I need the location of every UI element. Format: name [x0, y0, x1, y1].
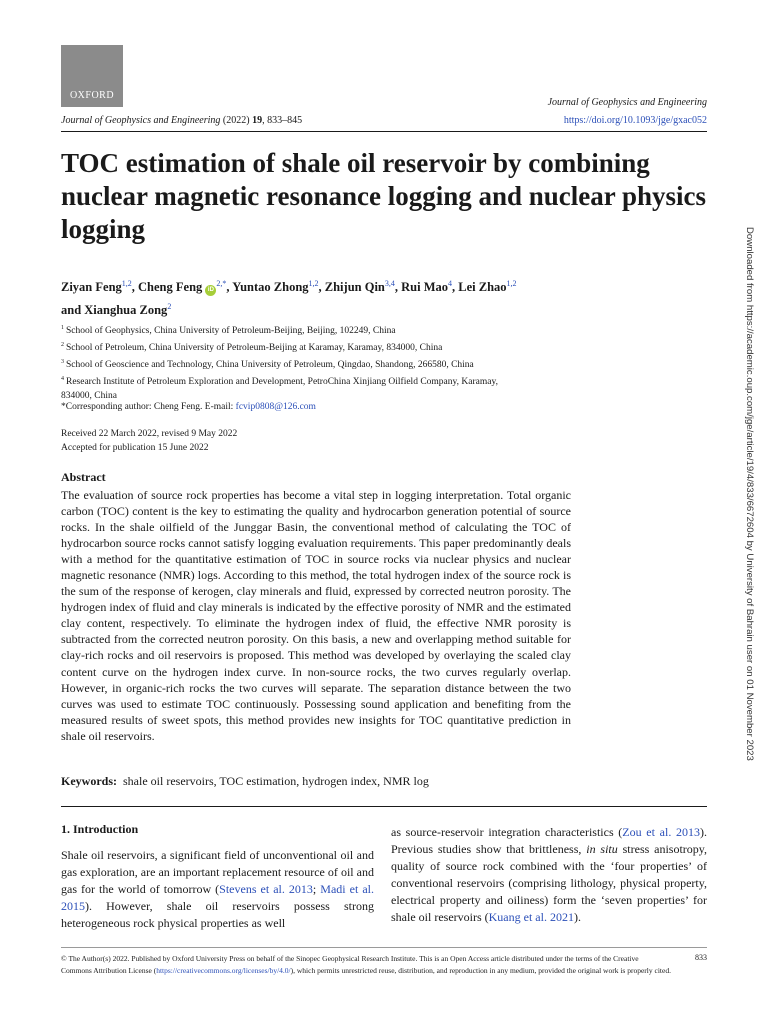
footer-text: © The Author(s) 2022. Published by Oxford University Press on behalf of the Sinopec Geophysical Research Institute. This is an Open Access article distributed under the terms of the Creative Commons Attribution License ( [61, 954, 639, 975]
page-number: 833 [695, 953, 707, 962]
text-run: ). Previous studies show that brittleness, [391, 825, 707, 856]
corresponding-author [61, 402, 316, 412]
footer-divider [61, 947, 707, 948]
affiliation-item [61, 338, 531, 355]
text-run: ; [312, 882, 321, 896]
affiliation-number: 3 [61, 359, 64, 365]
citation-link[interactable]: Zou et al. 2013 [622, 825, 700, 839]
affiliation-text: School of Geoscience and Technology, China University of Petroleum, Qingdao, Shandong, 266580, China [66, 360, 474, 370]
email-link[interactable]: fcvip0808@126.com [235, 402, 316, 412]
orcid-icon[interactable]: iD [205, 285, 216, 296]
affiliations [61, 321, 531, 403]
affiliation-text: School of Petroleum, China University of Petroleum-Beijing at Karamay, Karamay, 834000, China [66, 343, 443, 353]
citation-link[interactable]: Stevens et al. 2013 [219, 882, 313, 896]
author-affiliation[interactable]: 3,4 [384, 279, 395, 288]
download-watermark [745, 227, 759, 795]
license-link[interactable]: https://creativecommons.org/licenses/by/4.0/ [156, 965, 291, 975]
abstract-heading: Abstract [61, 470, 106, 484]
text-run: as source-reservoir integration characteristics ( [391, 825, 623, 839]
citation-volume: 19 [252, 115, 263, 126]
author-name: Rui Mao [401, 280, 448, 294]
author-affiliation[interactable]: 4 [448, 279, 452, 288]
footer-text: ), which permits unrestricted reuse, distribution, and reproduction in any medium, provided the original work is properly cited. [290, 965, 671, 975]
oxford-logo [61, 45, 123, 107]
author-affiliation[interactable]: 2 [167, 302, 172, 311]
author-name: Cheng Feng [138, 280, 203, 294]
section-heading-introduction: 1. Introduction [61, 822, 139, 836]
author-affiliation[interactable]: 1,2 [308, 279, 319, 288]
citation-link[interactable]: Madi et al. 2015 [61, 882, 374, 913]
affiliation-item [61, 321, 531, 338]
affiliation-text: Research Institute of Petroleum Exploration and Development, PetroChina Xinjiang Oilfield Company, Karamay, 834000, China [61, 377, 498, 401]
affiliation-item [61, 355, 531, 372]
article-dates [61, 427, 237, 455]
citation-year: (2022) [222, 115, 250, 126]
author-name: Zhijun Qin [324, 280, 385, 294]
section-divider [61, 806, 707, 807]
affiliation-number: 2 [61, 342, 64, 348]
accepted-date: Accepted for publication 15 June 2022 [61, 443, 209, 453]
affiliation-item [61, 372, 531, 403]
author-name: Lei Zhao [458, 280, 507, 294]
affiliation-number: 1 [61, 325, 64, 331]
citation-journal: Journal of Geophysics and Engineering [61, 115, 221, 126]
author-affiliation[interactable]: 1,2 [121, 279, 132, 288]
license-footer [61, 953, 671, 976]
publisher-logo-text: OXFORD [69, 90, 115, 101]
keywords-text: shale oil reservoirs, TOC estimation, hydrogen index, NMR log [123, 774, 429, 788]
download-watermark-text: Downloaded from https://academic.oup.com/jge/article/19/4/833/6672604 by University of Bahrain user on 01 November 2023 [744, 227, 755, 761]
citation-pages: , 833–845 [262, 115, 303, 126]
author-name: Yuntao Zhong [232, 280, 309, 294]
abstract-text: The evaluation of source rock properties has become a vital step in logging interpretation. Total organic carbon (TOC) content is the key to estimating the quality and hydrocarbon generation potential of source rocks. In the shale oilfield of the Junggar Basin, the conventional method of calculating the TOC of hydrocarbon source rocks cannot satisfy logging evaluation requirements. This paper predominantly deals with a method for the quantitative estimation of TOC in source rocks via nuclear physics and nuclear magnetic resonance (NMR) logs. According to this method, the total hydrogen index of the source rock is the sum of the response of kerogen, clay minerals and fluid, expressed by corrected neutron porosity. The hydrogen index of fluid and clay minerals is indicated by the effective porosity of NMR and the estimated clay content, respectively. To eliminate the hydrogen index of fluid, the effective NMR porosity is subtracted from the corrected neutron porosity. On this basis, a new and overlapping method suitable for clay-rich rocks and oil reservoirs is proposed. This method was developed by overlaying the scaled clay content curve on the hydrogen index curve. In non-source rocks, the two curves regularly overlap. However, in organic-rich rocks the two curves will separate. The separation distance between the two curves was used to estimate TOC continuously. Possessing sound application and benefiting from the measured results of sweet spots, this method provides new insights for TOC quantitative prediction in shale oil reservoirs. [61, 488, 571, 743]
author-joiner: and [61, 303, 82, 317]
keywords [61, 774, 429, 789]
text-run: ). [573, 910, 581, 924]
doi-link[interactable]: https://doi.org/10.1093/jge/gxac052 [563, 115, 707, 126]
text-run: Shale oil reservoirs, a significant field of unconventional oil and gas exploration, are an important replacement resource of oil and gas for the world of tomorrow ( [61, 848, 374, 896]
author-list: Ziyan Feng$^{1,2}$, Cheng Feng $iD^{2,*}$, Yuntao Zhong$^{1,2}$, Zhijun Qin$^{3,4}$, Rui Mao$^4$, Lei Zhao$^{1,2}$ and Xianghua Zong$^2$ [61, 279, 517, 317]
italic-term: in situ [586, 842, 618, 856]
corresponding-label: *Corresponding author: Cheng Feng. E-mail: [61, 402, 236, 412]
intro-paragraph-left [61, 847, 374, 932]
affiliation-text: School of Geophysics, China University of Petroleum-Beijing, Beijing, 102249, China [66, 326, 396, 336]
journal-name: Journal of Geophysics and Engineering [547, 97, 707, 108]
text-run: stress anisotropy, quality of source rock combined with the ‘four properties’ of conventional reservoirs (comprising lithology, physical property, electrical property and oiliness) form the ‘seven properties’ for shale oil reservoirs ( [391, 842, 708, 924]
keywords-label: Keywords: [61, 774, 117, 788]
citation [61, 115, 302, 126]
author-affiliation[interactable]: 2,* [216, 279, 227, 288]
intro-paragraph-right [391, 824, 707, 926]
header-divider [61, 131, 707, 132]
author-name: Xianghua Zong [84, 303, 168, 317]
article-title: TOC estimation of shale oil reservoir by combining nuclear magnetic resonance logging and nuclear physics logging [61, 148, 707, 244]
received-date: Received 22 March 2022, revised 9 May 2022 [61, 429, 238, 439]
affiliation-number: 4 [61, 376, 64, 382]
text-run: ). However, shale oil reservoirs possess strong heterogeneous rock physical properties as well [61, 899, 374, 930]
author-affiliation[interactable]: 1,2 [506, 279, 517, 288]
citation-link[interactable]: Kuang et al. 2021 [488, 910, 574, 924]
author-name: Ziyan Feng [61, 280, 122, 294]
